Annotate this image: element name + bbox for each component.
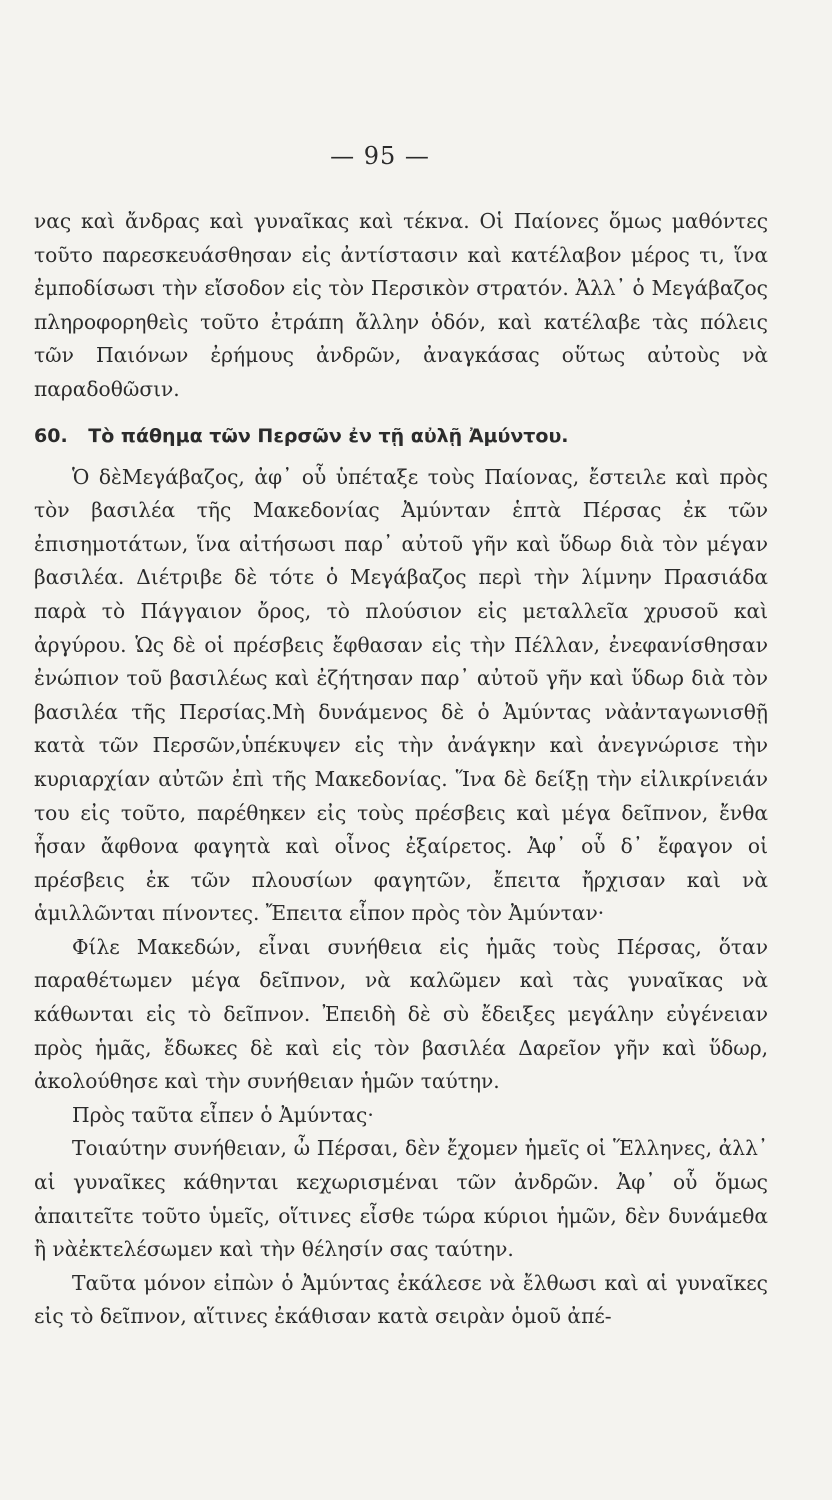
paragraph-main: Ὁ δὲΜεγάβαζος, ἀφ᾽ οὗ ὑπέταξε τοὺς Παίονας, ἔστειλε καὶ πρὸς τὸν βασιλέα τῆς Μακεδονίας Ἀμύνταν ἑπτὰ Πέρσας ἐκ τῶν ἐπισημοτάτων, ἵνα αἰτήσωσι παρ᾽ αὐτοῦ γῆν καὶ ὕδωρ διὰ τὸν μέγαν βασιλέα. Διέτριβε δὲ τότε ὁ Μεγάβαζος περὶ τὴν λίμνην Πρασιάδα παρὰ τὸ Πάγγαιον ὄρος, τὸ πλούσιον εἰς μεταλλεῖα χρυσοῦ καὶ ἀργύρου. Ὡς δὲ οἱ πρέσβεις ἔφθασαν εἰς τὴν Πέλλαν, ἐνεφανίσθησαν ἐνώπιον τοῦ βασιλέως καὶ ἐζήτησαν παρ᾽ αὐτοῦ γῆν καὶ ὕδωρ διὰ τὸν βασιλέα τῆς Περσίας.Μὴ δυνάμενος δὲ ὁ Ἀμύντας νὰἀνταγωνισθῇ κατὰ τῶν Περσῶν,ὑπέκυψεν εἰς τὴν ἀνάγκην καὶ ἀνεγνώρισε τὴν κυριαρχίαν αὐτῶν ἐπὶ τῆς Μακεδονίας. Ἵνα δὲ δείξῃ τὴν εἰλικρίνειάν του εἰς τοῦτο, παρέθηκεν εἰς τοὺς πρέσβεις καὶ μέγα δεῖπνον, ἔνθα ἦσαν ἄφθονα φαγητὰ καὶ οἶνος ἐξαίρετος. Ἀφ᾽ οὗ δ᾽ ἔφαγον οἱ πρέσβεις ἐκ τῶν πλουσίων φαγητῶν, ἔπειτα ἤρχισαν καὶ νὰ ἁμιλλῶνται πίνοντες. Ἔπειτα εἶπον πρὸς τὸν Ἀμύνταν·: [34, 464, 768, 926]
section-number: 60.: [34, 424, 68, 447]
page-body: [34, 205, 768, 1334]
section-title: Τὸ πάθημα τῶν Περσῶν ἐν τῇ αὐλῇ Ἀμύντου.: [88, 424, 569, 447]
paragraph-amyntas-reply-intro: Πρὸς ταῦτα εἶπεν ὁ Ἀμύντας·: [72, 1102, 374, 1127]
paragraph-persian-speech: Φίλε Μακεδών, εἶναι συνήθεια εἰς ἡμᾶς τοὺς Πέρσας, ὅταν παραθέτωμεν μέγα δεῖπνον, νὰ καλῶμεν καὶ τὰς γυναῖκας νὰ κάθωνται εἰς τὸ δεῖπνον. Ἐπειδὴ δὲ σὺ ἔδειξες μεγάλην εὐγένειαν πρὸς ἡμᾶς, ἔδωκες δὲ καὶ εἰς τὸν βασιλέα Δαρεῖον γῆν καὶ ὕδωρ, ἀκολούθησε καὶ τὴν συνήθειαν ἡμῶν ταύτην.: [34, 934, 768, 1094]
page-number: — 95 —: [330, 142, 430, 170]
paragraph-opening: νας καὶ ἄνδρας καὶ γυναῖκας καὶ τέκνα. Οἱ Παίονες ὅμως μαθόντες τοῦτο παρεσκευάσθησαν εἰς ἀντίστασιν καὶ κατέλαβον μέρος τι, ἵνα ἐμποδίσωσι τὴν εἴσοδον εἰς τὸν Περσικὸν στρατόν. Ἀλλ᾽ ὁ Μεγάβαζος πληροφορηθεὶς τοῦτο ἐτράπη ἄλλην ὁδόν, καὶ κατέλαβε τὰς πόλεις τῶν Παιόνων ἐρήμους ἀνδρῶν, ἀναγκάσας οὕτως αὐτοὺς νὰ παραδοθῶσιν.: [34, 209, 768, 401]
section-heading: [34, 421, 768, 451]
paragraph-amyntas-reply: Τοιαύτην συνήθειαν, ὦ Πέρσαι, δὲν ἔχομεν ἡμεῖς οἱ Ἕλληνες, ἀλλ᾽ αἱ γυναῖκες κάθηνται κεχωρισμέναι τῶν ἀνδρῶν. Ἀφ᾽ οὗ ὅμως ἀπαιτεῖτε τοῦτο ὑμεῖς, οἵτινες εἶσθε τώρα κύριοι ἡμῶν, δὲν δυνάμεθα ἢ νὰἐκτελέσωμεν καὶ τὴν θέλησίν σας ταύτην.: [34, 1136, 768, 1262]
paragraph-closing: Ταῦτα μόνον εἰπὼν ὁ Ἀμύντας ἐκάλεσε νὰ ἔλθωσι καὶ αἱ γυναῖκες εἰς τὸ δεῖπνον, αἵτινες ἐκάθισαν κατὰ σειρὰν ὁμοῦ ἀπέ-: [34, 1270, 768, 1329]
